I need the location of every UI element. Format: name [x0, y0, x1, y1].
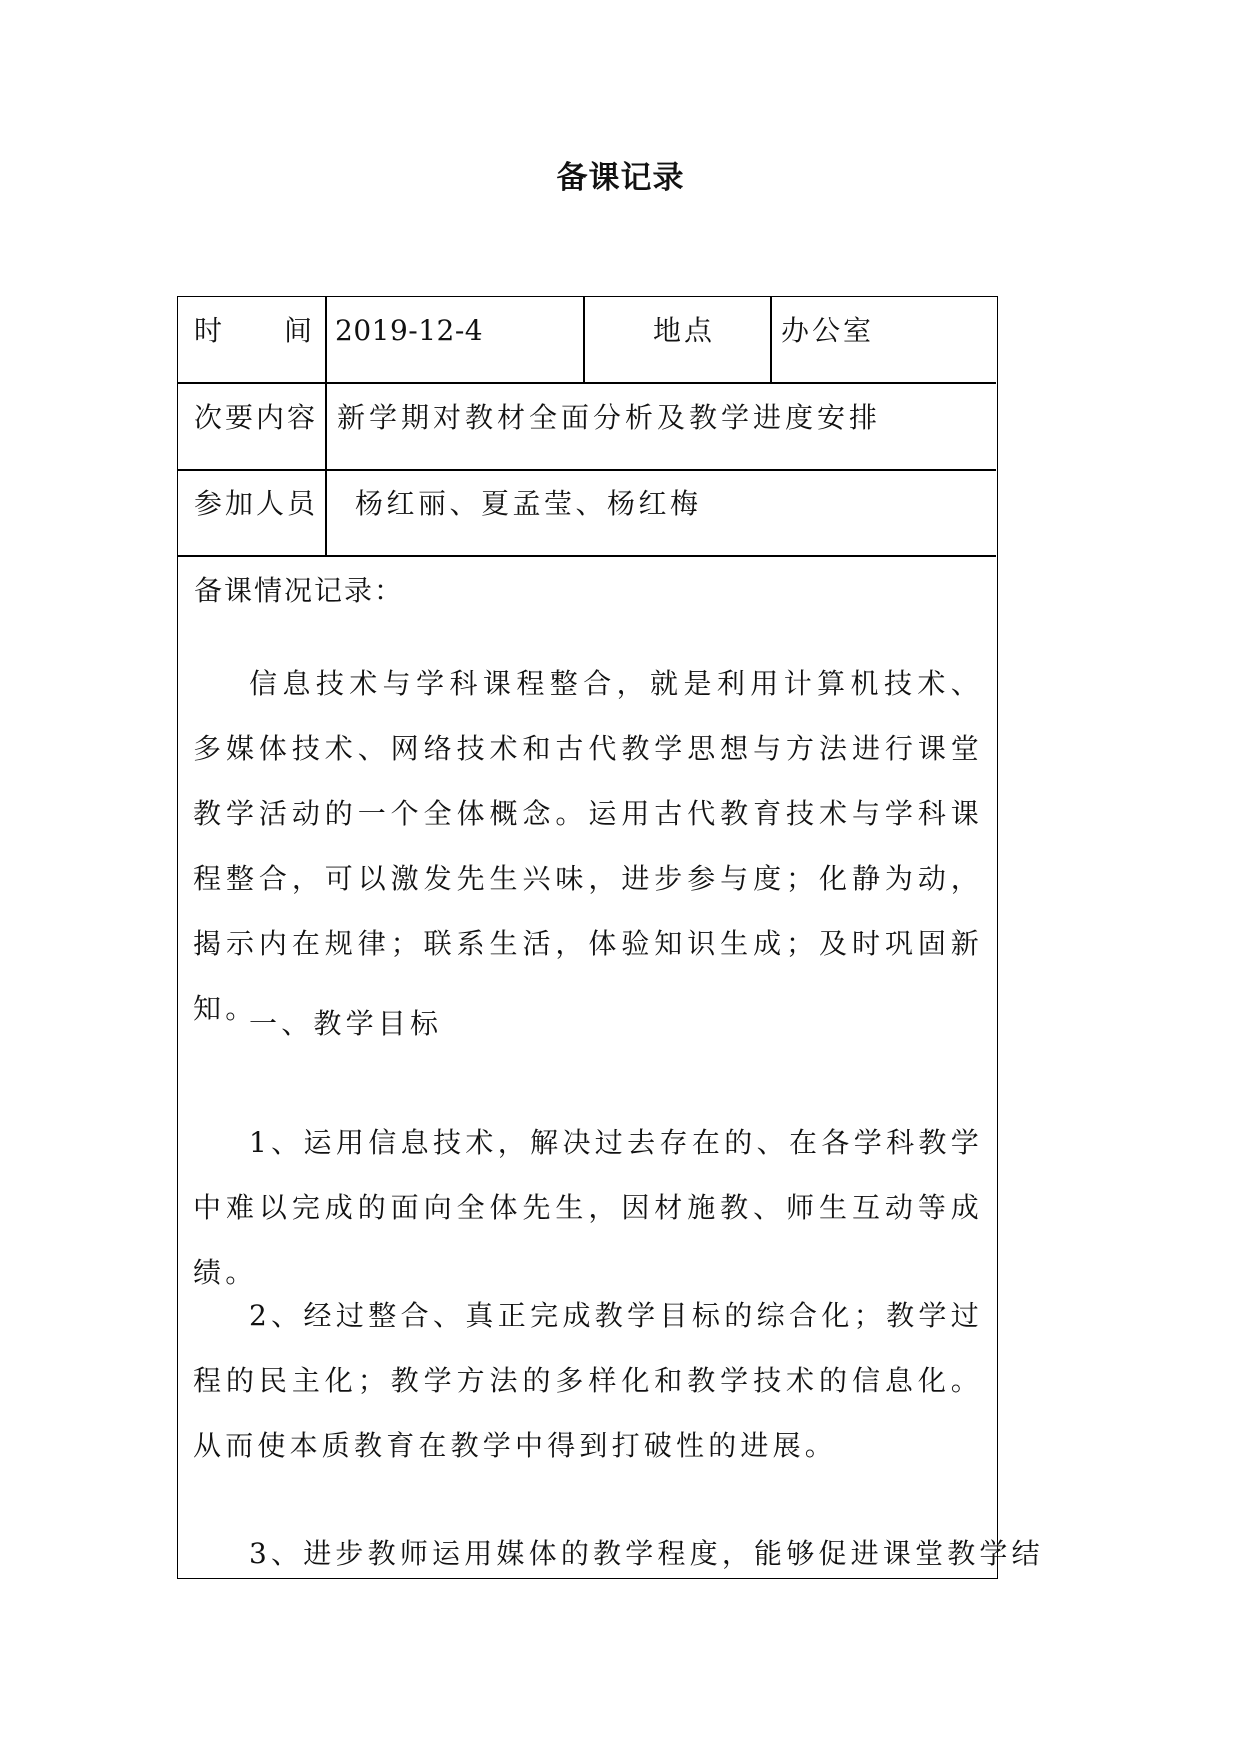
- people-value: 杨红丽、夏孟莹、杨红梅: [355, 487, 702, 520]
- page-title: 备课记录: [556, 160, 685, 196]
- record-heading: 备课情况记录：: [194, 574, 405, 607]
- people-label: 参加人员: [194, 487, 319, 520]
- objective-item-3: 3、进步教师运用媒体的教学程度，能够促进课堂教学结: [249, 1537, 1044, 1570]
- content-value: 新学期对教材全面分析及教学进度安排: [337, 401, 882, 434]
- row-divider: [178, 555, 996, 557]
- time-label-left: 时: [194, 314, 223, 347]
- row-divider: [178, 382, 996, 384]
- objective-item-1: 1、运用信息技术，解决过去存在的、在各学科教学中难以完成的面向全体先生，因材施教、师生互动等成绩。: [193, 1126, 983, 1289]
- row-divider: [178, 469, 996, 471]
- content-label: 次要内容: [194, 401, 319, 434]
- objective-item-2: 2、经过整合、真正完成教学目标的综合化；教学过程的民主化；教学方法的多样化和教学技术的信息化。从而使本质教育在教学中得到打破性的进展。: [193, 1299, 983, 1462]
- section-title: 一、教学目标: [249, 1007, 443, 1040]
- column-divider: [770, 297, 772, 383]
- column-divider: [325, 297, 327, 556]
- time-label-right: 间: [283, 314, 312, 347]
- column-divider: [583, 297, 585, 383]
- record-table: [177, 296, 1044, 1579]
- time-value: 2019-12-4: [335, 314, 484, 347]
- place-value: 办公室: [781, 314, 875, 347]
- place-label: 地点: [653, 314, 716, 347]
- intro-paragraph: 信息技术与学科课程整合，就是利用计算机技术、多媒体技术、网络技术和古代教学思想与方法进行课堂教学活动的一个全体概念。运用古代教育技术与学科课程整合，可以激发先生兴味，进步参与度；化静为动，揭示内在规律；联系生活，体验知识生成；及时巩固新知。: [193, 667, 983, 1025]
- time-label: [194, 313, 312, 349]
